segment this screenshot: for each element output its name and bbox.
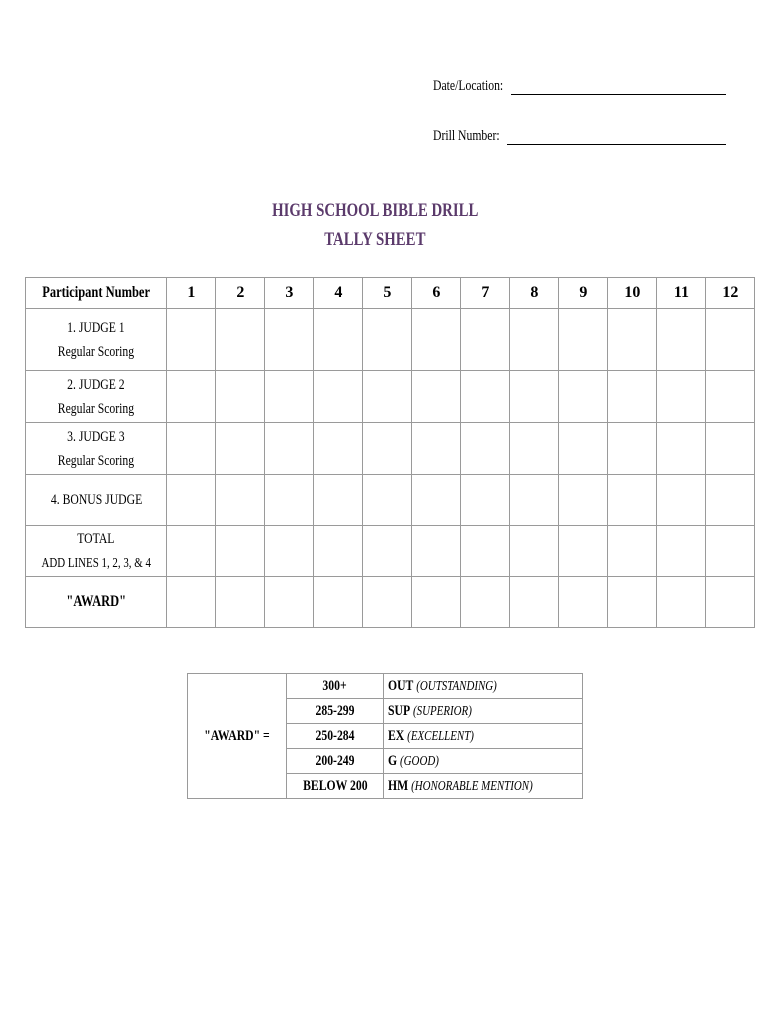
score-cell[interactable]: [314, 577, 363, 628]
score-cell[interactable]: [706, 371, 755, 423]
score-cell[interactable]: [657, 577, 706, 628]
judge-2-row: [26, 371, 755, 423]
score-cell[interactable]: [657, 526, 706, 577]
title-line-1: HIGH SCHOOL BIBLE DRILL: [271, 200, 479, 221]
score-cell[interactable]: [461, 475, 510, 526]
date-location-label: Date/Location:: [433, 78, 504, 94]
score-cell[interactable]: [510, 371, 559, 423]
score-cell[interactable]: [314, 475, 363, 526]
award-key-table: [187, 673, 583, 799]
score-cell[interactable]: [216, 423, 265, 475]
award-key-row: [188, 674, 583, 699]
bonus-judge-row: [26, 475, 755, 526]
score-cell[interactable]: [216, 577, 265, 628]
score-cell[interactable]: [265, 371, 314, 423]
score-cell[interactable]: [461, 526, 510, 577]
award-range: BELOW 200: [287, 774, 384, 799]
column-header: 4: [314, 278, 363, 309]
score-cell[interactable]: [363, 423, 412, 475]
score-cell[interactable]: [608, 526, 657, 577]
score-cell[interactable]: [608, 577, 657, 628]
participant-number-header: Participant Number: [26, 278, 167, 309]
score-cell[interactable]: [559, 371, 608, 423]
score-cell[interactable]: [706, 577, 755, 628]
score-cell[interactable]: [559, 577, 608, 628]
score-cell[interactable]: [412, 371, 461, 423]
score-cell[interactable]: [412, 423, 461, 475]
score-cell[interactable]: [363, 309, 412, 371]
tally-table: [25, 277, 755, 628]
judge-3-row: [26, 423, 755, 475]
award-grade: OUT (OUTSTANDING): [384, 674, 583, 699]
score-cell[interactable]: [363, 526, 412, 577]
score-cell[interactable]: [314, 423, 363, 475]
score-cell[interactable]: [510, 475, 559, 526]
score-cell[interactable]: [265, 309, 314, 371]
score-cell[interactable]: [510, 423, 559, 475]
score-cell[interactable]: [657, 309, 706, 371]
score-cell[interactable]: [216, 475, 265, 526]
column-header: 9: [559, 278, 608, 309]
score-cell[interactable]: [363, 371, 412, 423]
column-header: 2: [216, 278, 265, 309]
score-cell[interactable]: [559, 475, 608, 526]
score-cell[interactable]: [167, 526, 216, 577]
score-cell[interactable]: [461, 371, 510, 423]
score-cell[interactable]: [363, 577, 412, 628]
score-cell[interactable]: [706, 475, 755, 526]
date-location-input-line[interactable]: [511, 94, 726, 95]
score-cell[interactable]: [167, 577, 216, 628]
score-cell[interactable]: [412, 475, 461, 526]
award-range: 250-284: [287, 724, 384, 749]
column-header: 10: [608, 278, 657, 309]
award-grade: SUP (SUPERIOR): [384, 699, 583, 724]
column-header: 1: [167, 278, 216, 309]
score-cell[interactable]: [461, 577, 510, 628]
award-grade: HM (HONORABLE MENTION): [384, 774, 583, 799]
score-cell[interactable]: [314, 309, 363, 371]
award-grade: G (GOOD): [384, 749, 583, 774]
award-grade: EX (EXCELLENT): [384, 724, 583, 749]
score-cell[interactable]: [608, 475, 657, 526]
score-cell[interactable]: [461, 423, 510, 475]
column-header: 5: [363, 278, 412, 309]
judge-1-row: [26, 309, 755, 371]
score-cell[interactable]: [216, 526, 265, 577]
score-cell[interactable]: [314, 371, 363, 423]
award-range: 200-249: [287, 749, 384, 774]
tally-header-row: [26, 278, 755, 309]
score-cell[interactable]: [510, 309, 559, 371]
score-cell[interactable]: [265, 423, 314, 475]
score-cell[interactable]: [559, 526, 608, 577]
score-cell[interactable]: [559, 423, 608, 475]
score-cell[interactable]: [510, 526, 559, 577]
award-label: "AWARD": [26, 577, 167, 628]
score-cell[interactable]: [608, 423, 657, 475]
score-cell[interactable]: [167, 309, 216, 371]
total-row: [26, 526, 755, 577]
score-cell[interactable]: [657, 371, 706, 423]
score-cell[interactable]: [461, 309, 510, 371]
title-line-2: TALLY SHEET: [324, 229, 426, 250]
judge-3-label: 3. JUDGE 3 Regular Scoring: [26, 423, 167, 475]
bonus-judge-label: 4. BONUS JUDGE: [26, 475, 167, 526]
score-cell[interactable]: [216, 371, 265, 423]
drill-number-input-line[interactable]: [507, 144, 726, 145]
column-header: 3: [265, 278, 314, 309]
column-header: 12: [706, 278, 755, 309]
score-cell[interactable]: [412, 526, 461, 577]
score-cell[interactable]: [706, 423, 755, 475]
award-row: [26, 577, 755, 628]
score-cell[interactable]: [265, 577, 314, 628]
drill-number-label: Drill Number:: [433, 128, 500, 144]
score-cell[interactable]: [510, 577, 559, 628]
score-cell[interactable]: [608, 309, 657, 371]
score-cell[interactable]: [559, 309, 608, 371]
score-cell[interactable]: [265, 475, 314, 526]
column-header: 7: [461, 278, 510, 309]
award-range: 300+: [287, 674, 384, 699]
award-range: 285-299: [287, 699, 384, 724]
judge-2-label: 2. JUDGE 2 Regular Scoring: [26, 371, 167, 423]
score-cell[interactable]: [706, 309, 755, 371]
score-cell[interactable]: [363, 475, 412, 526]
column-header: 11: [657, 278, 706, 309]
column-header: 6: [412, 278, 461, 309]
score-cell[interactable]: [167, 475, 216, 526]
score-cell[interactable]: [608, 371, 657, 423]
score-cell[interactable]: [706, 526, 755, 577]
score-cell[interactable]: [314, 526, 363, 577]
judge-1-label: 1. JUDGE 1 Regular Scoring: [26, 309, 167, 371]
score-cell[interactable]: [412, 577, 461, 628]
column-header: 8: [510, 278, 559, 309]
score-cell[interactable]: [216, 309, 265, 371]
score-cell[interactable]: [657, 423, 706, 475]
award-key-label: "AWARD" =: [188, 674, 287, 799]
score-cell[interactable]: [265, 526, 314, 577]
score-cell[interactable]: [412, 309, 461, 371]
score-cell[interactable]: [167, 423, 216, 475]
score-cell[interactable]: [167, 371, 216, 423]
total-label: TOTAL ADD LINES 1, 2, 3, & 4: [26, 526, 167, 577]
score-cell[interactable]: [657, 475, 706, 526]
